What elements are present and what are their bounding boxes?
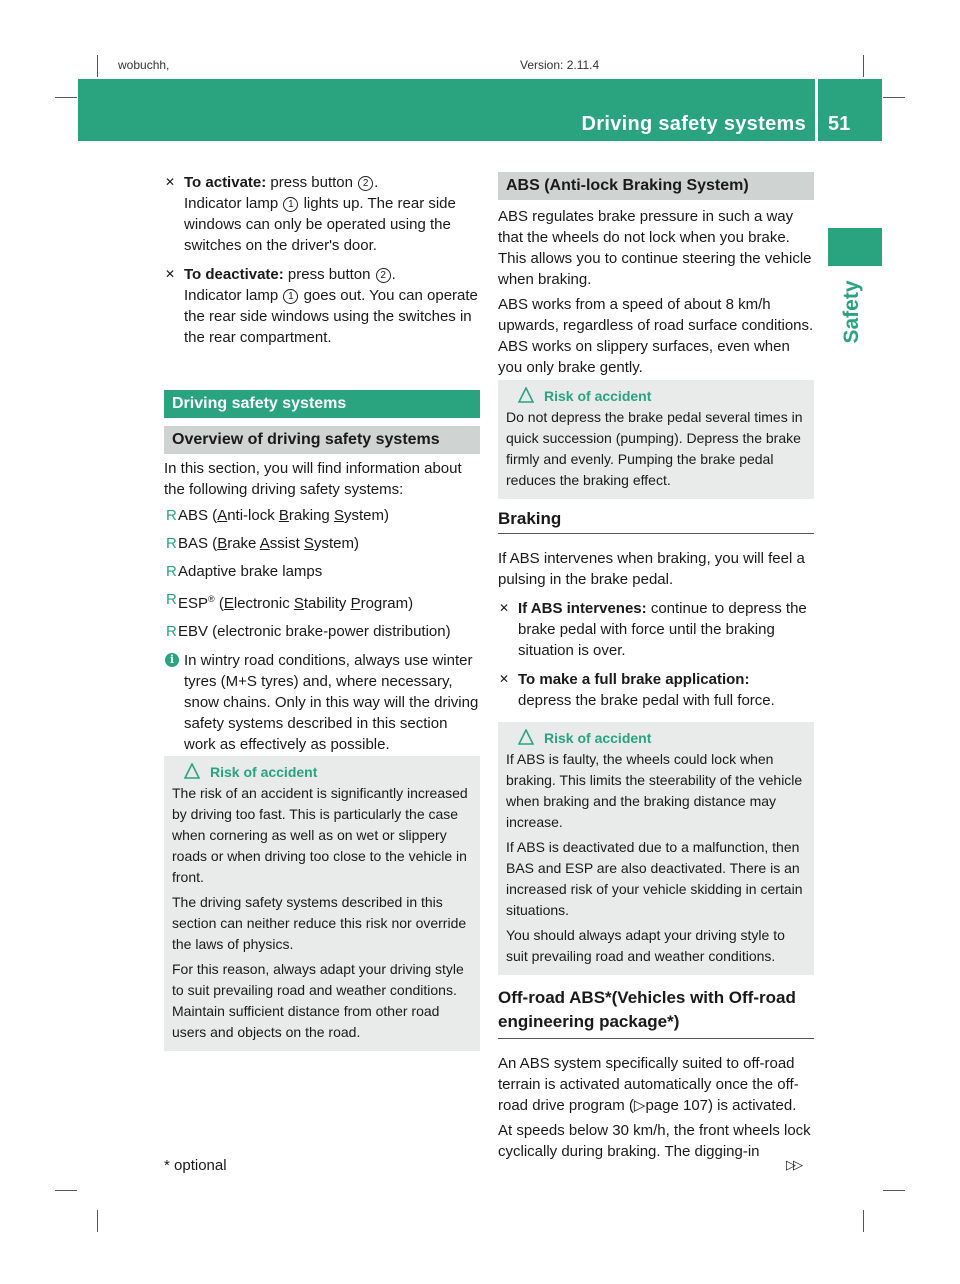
step-arrow-icon: ✕ (499, 601, 510, 615)
step-deactivate: ✕ To deactivate: press button 2 . Indicator lamp 1 goes out. You can operate the rear side windows using the switches in the rear compartment. (165, 266, 478, 346)
header-divider (815, 79, 818, 141)
list-item: R BAS (Brake Assist System) (166, 535, 359, 552)
print-meta-right: Version: 2.11.4 (520, 58, 600, 72)
offroad-heading: Off-road ABS*(Vehicles with Off-road engineering package*) (498, 986, 814, 1039)
braking-heading: Braking (498, 508, 814, 534)
step-arrow-icon: ✕ (165, 267, 176, 281)
header-title: Driving safety systems (581, 113, 806, 135)
offroad-section (498, 986, 814, 1162)
list-item: R ESP® (Electronic Stability Program) (166, 591, 414, 612)
subsection-title: Overview of driving safety systems (164, 426, 480, 454)
warning-header (172, 762, 472, 783)
page-number: 51 (828, 113, 851, 135)
crop-mark (55, 1190, 77, 1191)
offroad-paragraph: An ABS system specifically suited to off-road terrain is activated automatically once the off-road drive program (▷page 107) is activated. (498, 1055, 799, 1114)
offroad-paragraph: At speeds below 30 km/h, the front wheels lock cyclically during braking. The digging-in (498, 1122, 811, 1160)
step-arrow-icon: ✕ (165, 175, 176, 189)
step-text: continue to depress the brake pedal with force until the braking situation is over. (518, 600, 807, 659)
crop-mark (863, 1210, 864, 1232)
warning-title: Risk of accident (544, 730, 652, 746)
step-label: To activate: (184, 174, 267, 191)
warning-box (498, 722, 814, 975)
warning-text: You should always adapt your driving style to suit prevailing road and weather conditions. (506, 927, 785, 964)
list-item: R Adaptive brake lamps (166, 563, 323, 580)
abs-paragraph: ABS works from a speed of about 8 km/h upwards, regardless of road surface conditions. ABS works on slippery surfaces, even when you only brake gently. (498, 296, 814, 376)
crop-mark (97, 1210, 98, 1232)
abs-paragraph: ABS regulates brake pressure in such a way that the wheels do not lock when you brake. This allows you to continue steering the vehicle when braking. (498, 208, 812, 288)
side-tab-marker (828, 228, 882, 266)
info-note (164, 650, 480, 755)
warning-triangle-icon (184, 763, 200, 779)
warning-box (498, 380, 814, 499)
lamp-1-icon: 1 (283, 289, 298, 304)
warning-box (164, 756, 480, 1051)
step-label: To deactivate: (184, 266, 284, 283)
braking-paragraph: If ABS intervenes when braking, you will feel a pulsing in the brake pedal. (498, 550, 805, 588)
step-abs-intervenes (498, 598, 814, 661)
warning-text: If ABS is deactivated due to a malfunction, then BAS and ESP are also deactivated. There is an increased risk of your vehicle skidding in certain situations. (506, 839, 803, 918)
abs-title: ABS (Anti-lock Braking System) (498, 172, 814, 200)
crop-mark (97, 55, 98, 77)
step-text: lights up. The rear side windows can only be operated using the switches on the driver's door. (184, 195, 456, 254)
step-label: To make a full brake application: (518, 671, 750, 688)
step-activate: ✕ To activate: press button 2 . Indicator lamp 1 lights up. The rear side windows can only be operated using the switches on the driver's door. (165, 174, 456, 254)
button-2-icon: 2 (358, 176, 373, 191)
warning-text: For this reason, always adapt your driving style to suit prevailing road and weather conditions. Maintain sufficient distance from other road users and objects on the road. (172, 961, 464, 1040)
warning-text: The risk of an accident is significantly increased by driving too fast. This is particularly the case when cornering as well as on wet or slippery roads or when driving too close to the vehicle in front. (172, 785, 468, 885)
button-2-icon: 2 (376, 268, 391, 283)
left-section (164, 390, 480, 755)
step-full-brake (498, 669, 814, 711)
step-text: press button (270, 174, 353, 191)
step-label: If ABS intervenes: (518, 600, 647, 617)
crop-mark (863, 55, 864, 77)
warning-header (506, 728, 806, 749)
list-item: R EBV (electronic brake-power distribution) (166, 623, 451, 640)
warning-title: Risk of accident (544, 388, 652, 404)
list-item: R ABS (Anti-lock Braking System) (166, 507, 389, 524)
section-title: Driving safety systems (164, 390, 480, 418)
warning-title: Risk of accident (210, 764, 318, 780)
page-reference[interactable]: page 107 (645, 1097, 709, 1114)
lamp-1-icon: 1 (283, 197, 298, 212)
left-column (164, 172, 480, 348)
continue-icon: ▷▷ (786, 1157, 800, 1172)
crop-mark (883, 1190, 905, 1191)
warning-triangle-icon (518, 387, 534, 403)
right-column (498, 172, 814, 378)
footnote: * optional (164, 1157, 227, 1174)
warning-text: The driving safety systems described in this section can neither reduce this risk nor override the laws of physics. (172, 894, 467, 952)
warning-text: Do not depress the brake pedal several times in quick succession (pumping). Depress the brake firmly and evenly. Pumping the brake pedal reduces the braking effect. (506, 409, 803, 488)
crop-mark (55, 97, 77, 98)
warning-triangle-icon (518, 729, 534, 745)
side-tab-label: Safety (840, 280, 863, 344)
step-arrow-icon: ✕ (499, 672, 510, 686)
page-ref-arrow-icon: ▷ (633, 1097, 646, 1114)
info-text: In wintry road conditions, always use winter tyres (M+S tyres) and, where necessary, snow chains. Only in this way will the driving safety systems described in this section work as effectively as possible. (184, 652, 479, 753)
step-text: Indicator lamp (184, 195, 279, 212)
step-text: Indicator lamp (184, 287, 279, 304)
warning-header (506, 386, 806, 407)
step-text: goes out. You can operate the rear side windows using the switches in the rear compartment. (184, 287, 478, 346)
step-text: depress the brake pedal with full force. (518, 692, 775, 709)
print-meta-left: wobuchh, (118, 58, 170, 72)
braking-section (498, 508, 814, 711)
crop-mark (883, 97, 905, 98)
info-icon: i (165, 653, 179, 667)
step-text: press button (287, 266, 371, 283)
intro-text: In this section, you will find information about the following driving safety systems: (164, 460, 462, 498)
warning-text: If ABS is faulty, the wheels could lock when braking. This limits the steerability of the vehicle when braking and the braking distance may increase. (506, 751, 803, 830)
